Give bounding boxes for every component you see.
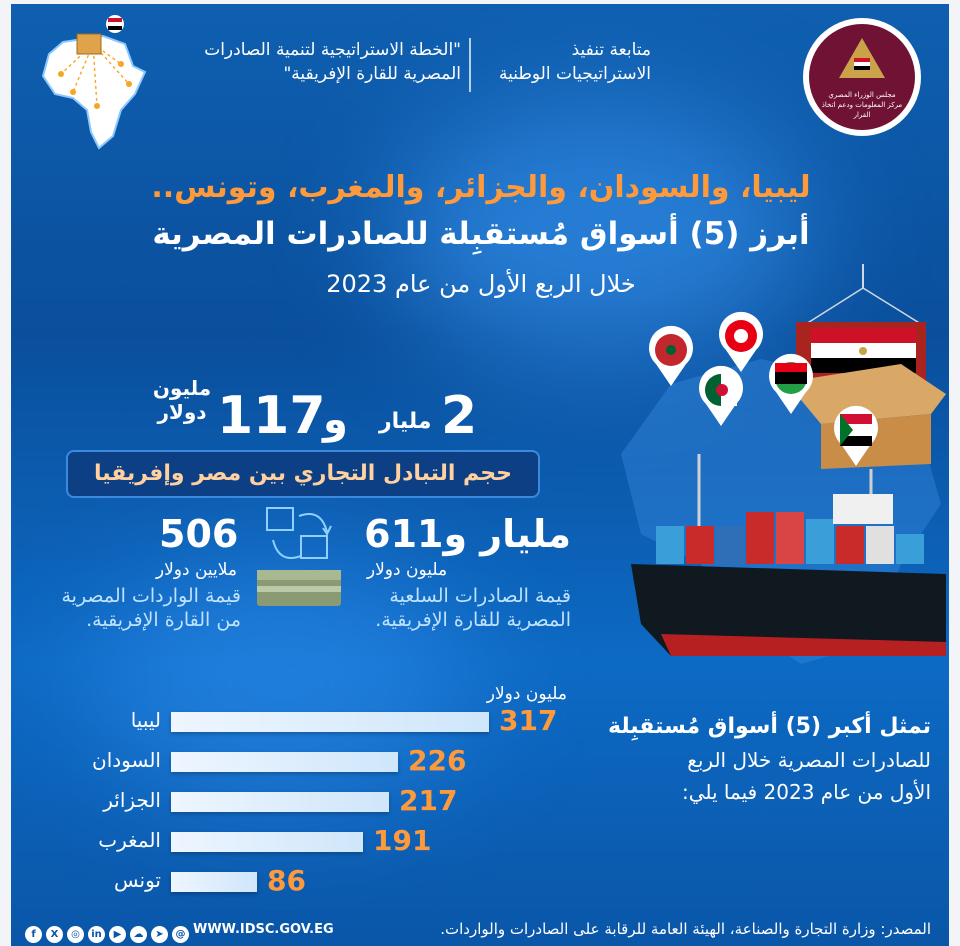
trade-millions-unit — [137, 376, 227, 424]
bar-value-0: 317 — [499, 704, 558, 737]
africa-map-icon — [33, 14, 153, 154]
series-title-line2: الاستراتيجيات الوطنية — [498, 64, 651, 84]
instagram-icon[interactable]: ◎ — [67, 926, 84, 943]
trade-millions-value: 117 — [217, 386, 326, 446]
chart-intro — [571, 710, 931, 808]
strategy-title — [161, 38, 461, 86]
telegram-icon[interactable]: ➤ — [151, 926, 168, 943]
bar-2 — [171, 792, 389, 812]
x-icon[interactable]: X — [46, 926, 63, 943]
trade-volume-banner — [66, 450, 540, 498]
imports-description — [31, 584, 241, 632]
imports-value: 506 — [159, 512, 239, 556]
website-link[interactable]: WWW.IDSC.GOV.EG — [193, 922, 334, 937]
youtube-icon[interactable]: ▶ — [109, 926, 126, 943]
trade-billions-unit: مليار — [379, 409, 432, 434]
logo-text-line2: مركز المعلومات ودعم اتخاذ القرار — [821, 101, 903, 119]
social-icons — [25, 922, 193, 943]
chart-intro-line1: تمثل أكبر (5) أسواق مُستقبِلة — [607, 714, 931, 739]
eagle-icon — [837, 36, 887, 82]
bar-4 — [171, 872, 257, 892]
strategy-title-line1: "الخطة الاستراتيجية لتنمية الصادرات — [204, 40, 461, 60]
soundcloud-icon[interactable]: ☁ — [130, 926, 147, 943]
chart-intro-line2: للصادرات المصرية خلال الربع — [687, 748, 931, 772]
bar-value-1: 226 — [408, 744, 467, 777]
facebook-icon[interactable]: f — [25, 926, 42, 943]
bar-0 — [171, 712, 489, 732]
title-period: خلال الربع الأول من عام 2023 — [326, 270, 636, 298]
threads-icon[interactable]: @ — [172, 926, 189, 943]
infographic — [11, 4, 949, 946]
trade-millions-unit-line1: مليون — [152, 376, 212, 400]
series-title-line1: متابعة تنفيذ — [571, 40, 651, 60]
trade-billions-value: 2 — [441, 386, 478, 446]
exports-value: مليار و611 — [364, 512, 571, 556]
bar-3 — [171, 832, 363, 852]
bar-label-0: ليبيا — [130, 708, 161, 732]
bar-label-1: السودان — [92, 748, 161, 772]
exports-bar-chart — [11, 704, 571, 904]
source-note: المصدر: وزارة التجارة والصناعة، الهيئة العامة للرقابة على الصادرات والواردات. — [440, 920, 931, 938]
africa-shipping-illustration — [601, 264, 949, 664]
title-countries: ليبيا، والسودان، والجزائر، والمغرب، وتونس.. — [151, 170, 811, 205]
chart-unit-label: مليون دولار — [486, 684, 567, 704]
exchange-cash-icon — [255, 502, 345, 612]
bar-value-2: 217 — [399, 784, 458, 817]
idsc-logo — [803, 18, 921, 136]
bar-1 — [171, 752, 398, 772]
trade-volume-label: حجم التبادل التجاري بين مصر وإفريقيا — [93, 461, 513, 486]
trade-millions-unit-line2: دولار — [157, 400, 207, 424]
imports-unit: ملايين دولار — [155, 560, 237, 580]
exports-unit: مليون دولار — [366, 560, 448, 580]
exports-desc-line2: المصرية للقارة الإفريقية. — [375, 609, 571, 631]
bar-label-2: الجزائر — [103, 788, 161, 812]
bar-label-4: تونس — [114, 868, 161, 892]
chart-intro-line3: الأول من عام 2023 فيما يلي: — [681, 780, 931, 804]
title-main: أبرز (5) أسواق مُستقبِلة للصادرات المصرية — [152, 216, 810, 252]
series-title — [481, 38, 651, 86]
imports-desc-line1: قيمة الواردات المصرية — [61, 585, 241, 607]
logo-text-line1: مجلس الوزراء المصري — [828, 91, 896, 99]
exports-description — [311, 584, 571, 632]
imports-desc-line2: من القارة الإفريقية. — [86, 609, 241, 631]
strategy-title-line2: المصرية للقارة الإفريقية" — [283, 64, 461, 84]
bar-value-3: 191 — [373, 824, 432, 857]
bar-value-4: 86 — [267, 864, 306, 897]
footer — [11, 912, 949, 946]
header-divider — [469, 38, 471, 92]
exports-desc-line1: قيمة الصادرات السلعية — [389, 585, 571, 607]
trade-and: و — [323, 397, 348, 443]
bar-label-3: المغرب — [98, 828, 161, 852]
linkedin-icon[interactable]: in — [88, 926, 105, 943]
